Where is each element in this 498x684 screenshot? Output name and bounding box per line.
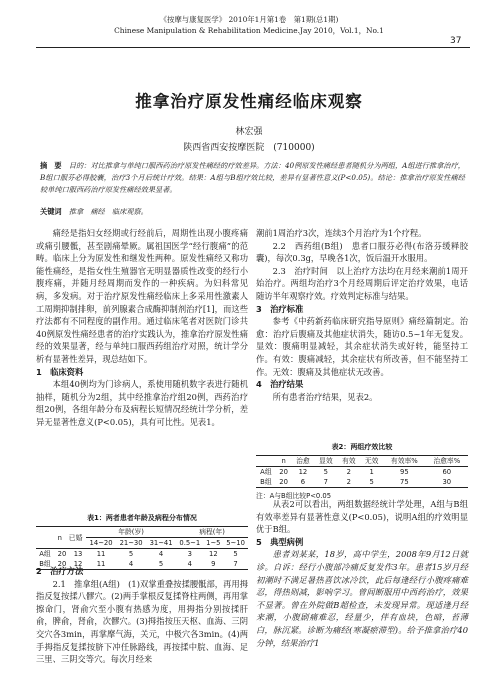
table-cell: 5 <box>233 550 238 558</box>
table-1-course-bin: 5~10 <box>226 539 245 547</box>
table-cell: 2 <box>346 478 351 486</box>
table-cell: A组 <box>260 468 272 476</box>
table-1-grid <box>36 526 248 570</box>
abstract <box>40 160 465 196</box>
table-cell: 4 <box>158 550 164 558</box>
table-cell: B组 <box>39 560 51 568</box>
case-text: 患者刘某某，18岁，高中学生，2008年9月12日就诊。自诉：经行小腹部冷痛反复发作3年。患者15岁月经初潮时不满足暑热喜饮冰冷饮，此后每逢经行小腹疼痛难忍，得热则减，影响学习。曾间断服用中西药治疗，效果不显著。曾在外院做B超检查，未发现异常。现适逢月经来潮，小腹剧痛难忍，经量少，伴有血块，色暗，苔薄白，脉沉紧。诊断为痛经(寒凝瘀滞型)。给予推拿治疗40分钟，结果治疗1 <box>256 549 468 648</box>
article-affiliation: 陕西省西安按摩医院 (710000) <box>183 143 315 153</box>
table-cell: 7 <box>323 478 328 486</box>
table-1-course-bin: 1~5 <box>206 539 221 547</box>
table-2-header: 有效率% <box>390 457 418 465</box>
page-number: 37 <box>450 36 462 46</box>
journal-header: 《按摩与康复医学》 2010年1月第1卷 第1期(总1期) <box>159 15 339 24</box>
intro-paragraph: 痛经是指妇女经期或行经前后，周期性出现小腹疼痛或痛引腰骶，甚至剧痛晕厥。属祖国医学“经行腹痛”的范畴。临床上分为原发性和继发性两种。原发性痛经又称功能性痛经，是指女性生殖器官无明显器质性改变的经行小腹疼痛，并随月经周期而发作的一种疾病。为妇科常见病，多发病。对于治疗原发性痛经临床上多采用性激素人工周期抑制排卵，前列腺素合成酶抑制剂治疗[1]，而这些疗法都有不同程度的副作用。通过临床笔者对医院门诊共40例原发性痛经患者的治疗实践认为，推拿治疗原发性痛经的效果显著，经与单纯口服西药组治疗对照，统计学分析有显著性差异，现总结如下。 <box>36 228 248 364</box>
table-cell: 9 <box>211 560 216 568</box>
table-row <box>256 467 468 478</box>
journal-header-en: Chinese Manipulation & Rehabilitation Medicine.Jay 2010，Vol.1，No.1 <box>114 26 384 35</box>
keywords-text: 推拿 痛经 临床观察。 <box>68 207 148 216</box>
table-2-header: n <box>281 457 286 465</box>
table-cell: 11 <box>96 560 106 568</box>
section-3-text: 参考《中药新药临床研究指导原则》痛经篇制定。治愈：治疗后腹痛及其他症状消失，随访0.5~1年无复发。显效：腹痛明显减轻，其余症状消失或好转，能坚持工作。有效：腹痛减轻，其余症状有所改善，但不能坚持工作。无效：腹痛及其他症状无改善。 <box>256 316 468 377</box>
table-2 <box>256 442 468 500</box>
table-2-header: 有效 <box>341 457 356 465</box>
subsection-2-3: 2.3 治疗时间 以上治疗方法均在月经来潮前1周开始治疗。两组均治疗3个月经周期后评定治疗效果，电话随访半年观察疗效。疗效判定标准与结果。 <box>256 265 468 301</box>
table-1-course-bin: 0.5~1 <box>179 539 201 547</box>
section-2-title: 2 治疗方法 <box>36 566 84 576</box>
table-cell: 13 <box>73 550 83 558</box>
article-author: 林宏强 <box>235 127 263 137</box>
table-1-age-header: 年龄(岁) <box>86 527 176 538</box>
table-cell: 3 <box>187 550 192 558</box>
table-cell: 20 <box>57 560 67 568</box>
table-1-nm-header: n 已婚 <box>57 533 83 542</box>
table-cell: 12 <box>298 468 308 476</box>
table-row <box>256 477 468 488</box>
section-4-title: 4 治疗结果 <box>256 379 304 390</box>
table-cell: B组 <box>260 478 272 486</box>
analysis-text: 从表2可以看出，两组数据经统计学处理，A组与B组有效率差异有显著性意义(P<0.05)，说明A组的疗效明显优于B组。 <box>256 499 468 535</box>
table-1-age-bin: 14~20 <box>89 539 113 547</box>
abstract-label: 摘 要 <box>40 161 62 170</box>
table-cell: 11 <box>96 550 106 558</box>
section-2-text: 2.1 推拿组(A组) (1)双掌重叠按揉腰骶部，再用拇指反复按揉八髎穴。(2)两手掌根反复揉脊柱两侧，再用掌擦命门，肾俞穴至小腹有热感为度，用拇指分别按揉肝俞，脾俞，肾俞，次髎穴。(3)拇指按压天枢、血海、三阴交穴各3min，再掌摩气海，关元，中极穴各3min。(4)两手拇指反复揉按脐下冲任脉路线，再按揉中脘、血海、足三里、三阴交等穴。每次月经来 <box>36 578 248 665</box>
table-1-caption: 表1：两者患者年龄及病程分布情况 <box>87 514 197 522</box>
table-cell: 20 <box>57 550 67 558</box>
section-5-title: 5 典型病例 <box>256 536 304 547</box>
left-column-lower <box>36 565 248 666</box>
left-column <box>36 227 248 429</box>
table-2-header: 显效 <box>319 457 333 465</box>
table-cell: 4 <box>128 560 134 568</box>
table-2-caption: 表2：两组疗效比较 <box>331 443 393 451</box>
table-cell: 5 <box>369 478 374 486</box>
subsection-2-2: 2.2 西药组(B组) 患者口服芬必得(布洛芬缓释胶囊)，每次0.3g，早晚各1次，饭后温开水服用。 <box>256 240 468 264</box>
table-1-age-bin: 31~41 <box>149 539 173 547</box>
table-cell: 1 <box>369 468 374 476</box>
table-cell: 60 <box>442 468 452 476</box>
table-row <box>36 549 248 560</box>
table-cell: 95 <box>400 468 409 476</box>
table-2-header <box>256 456 276 467</box>
table-cell: 5 <box>128 550 134 558</box>
table-2-header: 治愈 <box>296 457 310 465</box>
section-1-text: 本组40例均为门诊病人，系使用随机数字表进行随机抽样，随机分为2组，其中经推拿治疗组20例，西药治疗组20例，各组年龄分布及病程长短情况经统计学分析，差异无显著性意义(P<0.05)，具有可比性。见表1。 <box>36 379 248 427</box>
table-2-grid <box>256 455 468 488</box>
table-cell: 12 <box>73 560 83 568</box>
table-cell: 12 <box>209 550 218 558</box>
table-cell: 5 <box>158 560 164 568</box>
section-3-title: 3 治疗标准 <box>256 303 304 314</box>
right-column <box>256 227 468 403</box>
table-1 <box>36 513 248 570</box>
table-cell: 30 <box>442 478 452 486</box>
table-cell: 6 <box>300 478 306 486</box>
table-1-age-bin: 21~30 <box>119 539 143 547</box>
section-4-text: 所有患者治疗结果，见表2。 <box>272 391 378 402</box>
table-cell: 20 <box>279 478 288 486</box>
keywords-label: 关键词 <box>40 207 62 216</box>
table-2-header: 无效 <box>364 457 379 465</box>
table-cell: 5 <box>323 468 328 476</box>
table-cell: 20 <box>279 468 288 476</box>
keywords <box>40 206 465 218</box>
table-1-course-header: 病程(年) <box>176 527 248 538</box>
table-cell: 7 <box>233 560 238 568</box>
table-cell: 2 <box>346 468 351 476</box>
article-title: 推拿治疗原发性痛经临床观察 <box>135 92 363 111</box>
abstract-text: 目的：对比推拿与单纯口服西药治疗原发性痛经的疗效差异。方法：40例原发性痛经患者随机分为两组，A组进行推拿治疗，B组口服芬必得胶囊，治疗3个月后统计疗效。结果：A组与B组疗效比较，差异有显著性意义(P<0.05)。结论：推拿治疗原发性痛经较单纯口服西药治疗原发性痛经效果显著。 <box>40 161 465 194</box>
section-1-title: 1 临床资料 <box>36 366 84 377</box>
table-2-note: 注：A与B组比较P<0.05 <box>256 492 332 500</box>
table-2-header: 治愈率% <box>433 457 461 465</box>
table-cell: 4 <box>187 560 192 568</box>
table-cell: A组 <box>39 550 51 558</box>
table-cell: 75 <box>400 478 409 486</box>
right-column-lower <box>256 498 468 649</box>
continued-text: 潮前1周治疗3次，连续3个月治疗为1个疗程。 <box>256 228 427 238</box>
header-rule <box>36 47 470 48</box>
